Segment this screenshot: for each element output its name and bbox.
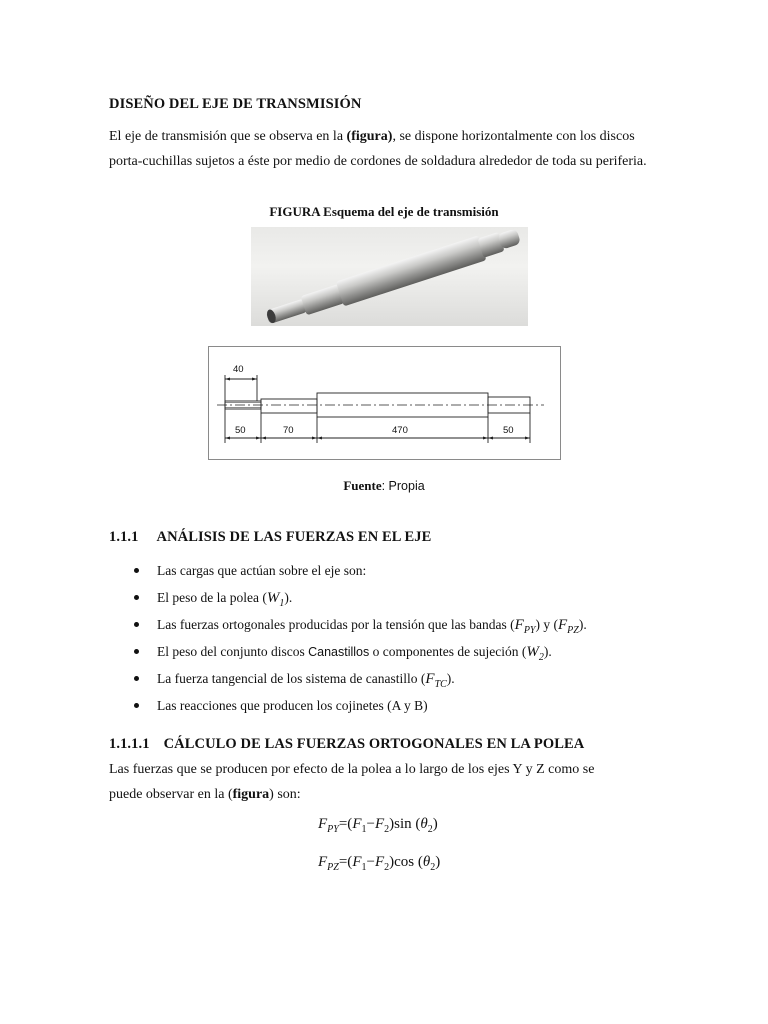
list-item: Las cargas que actúan sobre el eje son: xyxy=(109,557,587,584)
dim-label-470: 470 xyxy=(392,425,408,436)
calc-title: CÁLCULO DE LAS FUERZAS ORTOGONALES EN LA POLEA xyxy=(163,736,585,752)
dim-label-50-left: 50 xyxy=(235,425,246,436)
figure-caption: FIGURA Esquema del eje de transmisión xyxy=(269,204,499,219)
shaft-technical-drawing xyxy=(208,346,561,460)
analysis-title: ANÁLISIS DE LAS FUERZAS EN EL EJE xyxy=(156,529,432,545)
shaft-illustration xyxy=(251,227,528,326)
intro-text-1: El eje de transmisión que se observa en la xyxy=(109,129,347,144)
forces-list xyxy=(109,557,587,719)
shaft-photo xyxy=(251,227,528,326)
intro-text-2: , se dispone horizontalmente con los discos porta-cuchillas sujetos a éste por medio de cordones de soldadura alrededor de toda su periferia. xyxy=(109,129,647,169)
bullet-icon xyxy=(134,703,139,708)
list-item: Las reacciones que producen los cojinetes (A y B) xyxy=(109,692,587,719)
list-item: La fuerza tangencial de los sistema de canastillo $(F_{TC})$. xyxy=(109,665,587,692)
figure-source xyxy=(0,478,768,494)
shaft-dimension-drawing xyxy=(209,347,560,459)
analysis-heading xyxy=(109,529,431,546)
calc-paragraph xyxy=(109,757,669,807)
intro-bold: (figura) xyxy=(346,129,393,144)
calc-number: 1.1.1.1 xyxy=(109,736,150,752)
intro-paragraph xyxy=(109,124,654,174)
bullet-icon xyxy=(134,622,139,627)
bullet-icon xyxy=(134,568,139,573)
source-value: : Propia xyxy=(381,479,425,493)
list-item: El peso del conjunto discos Canastillos o componentes de sujeción $(W_2)$. xyxy=(109,638,587,665)
equation-fpz: $F_{PZ}=(F_1-F_2)\cos$ $(\theta_2)$ xyxy=(318,854,441,873)
source-label: Fuente xyxy=(343,478,382,493)
dim-label-70: 70 xyxy=(283,425,294,436)
list-item: Las fuerzas ortogonales producidas por la tensión que las bandas $(F_{PY})$ y $(F_{PZ})$. xyxy=(109,611,587,638)
calc-heading xyxy=(109,736,584,753)
calc-line-1: Las fuerzas que se producen por efecto de la polea a lo largo de los ejes Y y Z como se xyxy=(109,762,595,777)
equation-fpy: $F_{PY}=(F_1-F_2)\sin$ $(\theta_2)$ xyxy=(318,816,438,835)
dim-label-40: 40 xyxy=(233,364,244,375)
bullet-icon xyxy=(134,676,139,681)
analysis-number: 1.1.1 xyxy=(109,529,139,545)
section-title: DISEÑO DEL EJE DE TRANSMISIÓN xyxy=(109,96,362,112)
dim-label-50-right: 50 xyxy=(503,425,514,436)
bullet-icon xyxy=(134,595,139,600)
calc-line-2: puede observar en la (figura) son: xyxy=(109,787,301,802)
bullet-icon xyxy=(134,649,139,654)
list-item: El peso de la polea $(W_1)$. xyxy=(109,584,587,611)
